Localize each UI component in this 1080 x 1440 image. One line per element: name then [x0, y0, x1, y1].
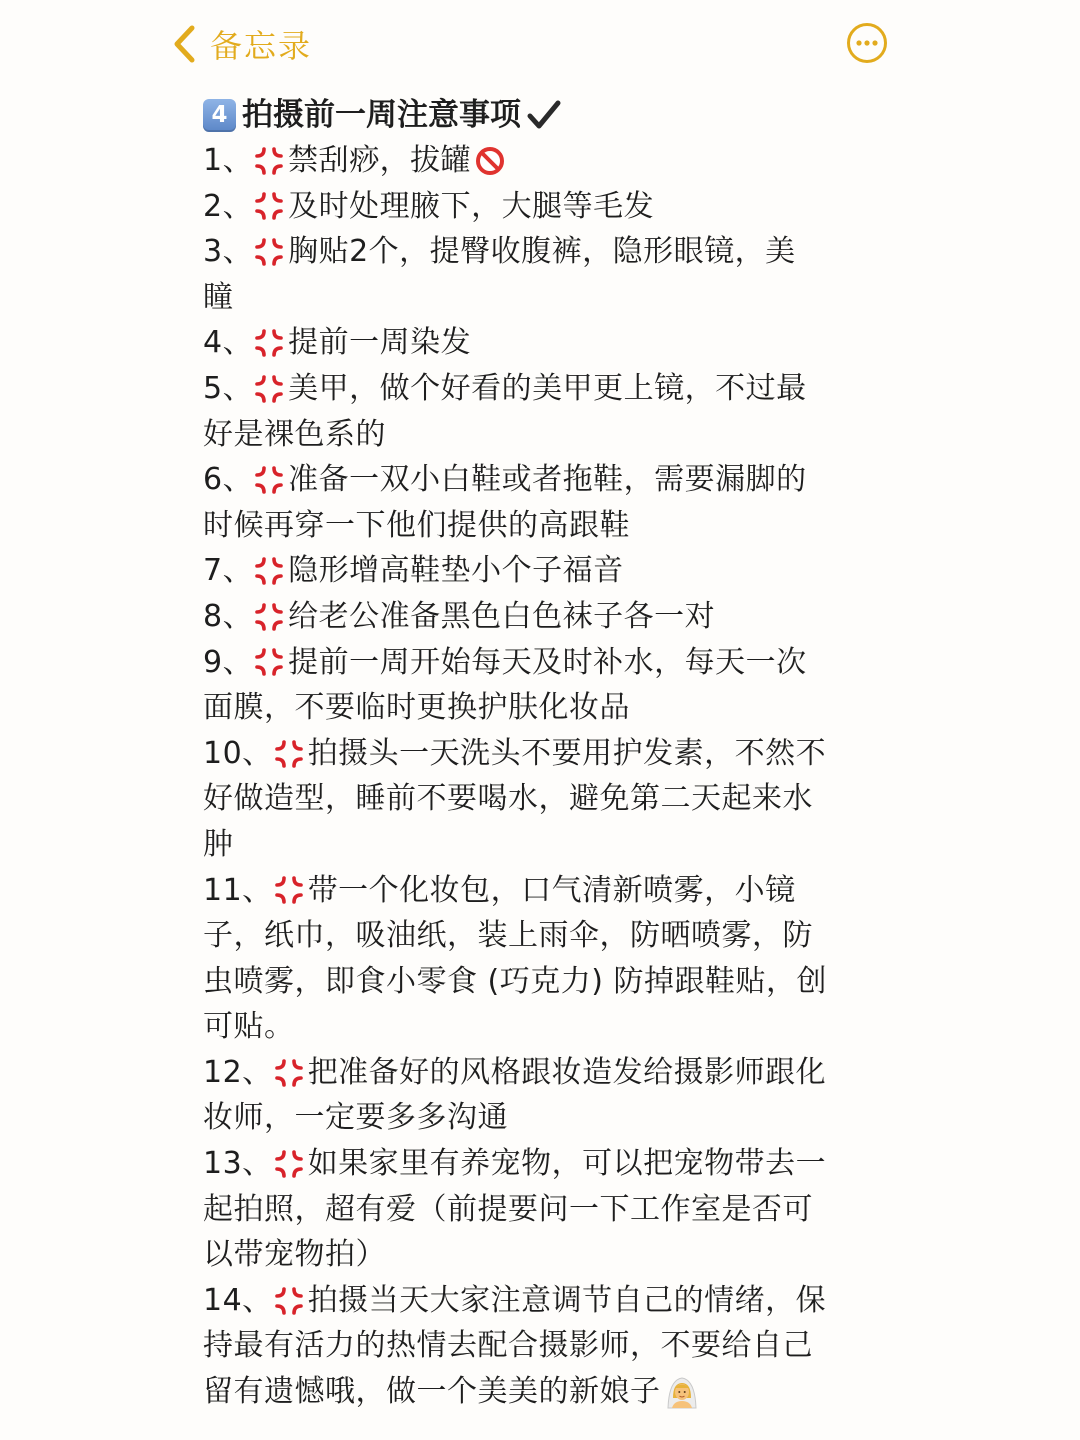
navigation-bar [0, 0, 1080, 90]
anger-symbol-icon [253, 145, 285, 177]
note-line [203, 868, 868, 914]
item-text: 留有遗憾哦，做一个美美的新娘子 [203, 1374, 661, 1410]
item-number: 13、 [203, 1146, 273, 1182]
anger-symbol-icon [253, 327, 285, 359]
item-text: 起拍照，超有爱（前提要问一下工作室是否可 [203, 1191, 813, 1227]
anger-symbol-icon [273, 1057, 305, 1089]
anger-symbol-icon [253, 464, 285, 496]
item-text: 禁刮痧，拔罐 [288, 143, 472, 178]
note-line [203, 503, 868, 549]
note-line [203, 229, 868, 275]
note-line [203, 1369, 868, 1415]
item-text: 把准备好的风格跟妆造发给摄影师跟化 [307, 1054, 827, 1090]
anger-symbol-icon [253, 646, 285, 678]
item-text: 准备一双小白鞋或者拖鞋，需要漏脚的 [288, 462, 807, 498]
item-number: 5、 [203, 370, 254, 406]
note-line [203, 1323, 868, 1369]
item-text: 以带宠物拍） [203, 1237, 386, 1273]
bride-with-veil-icon [665, 1374, 699, 1410]
note-line [203, 685, 868, 731]
note-line [203, 959, 868, 1005]
item-number: 7、 [203, 553, 254, 589]
item-number: 1、 [203, 143, 254, 178]
anger-symbol-icon [253, 555, 285, 587]
item-text: 提前一周开始每天及时补水，每天一次 [288, 644, 807, 680]
item-number: 4、 [203, 325, 254, 361]
check-mark-icon [527, 99, 561, 131]
item-text: 子，纸巾，吸油纸，装上雨伞，防晒喷雾，防 [203, 918, 813, 954]
note-line [203, 1004, 868, 1050]
note-line [203, 594, 868, 640]
item-number: 14、 [203, 1282, 273, 1318]
note-line [203, 1095, 868, 1141]
item-number: 11、 [203, 872, 273, 908]
note-line [203, 366, 868, 412]
item-number: 6、 [203, 462, 254, 498]
anger-symbol-icon [253, 236, 285, 268]
item-text: 美甲，做个好看的美甲更上镜，不过最 [288, 370, 807, 406]
item-number: 10、 [203, 735, 273, 771]
note-line [203, 640, 868, 686]
item-text: 提前一周染发 [288, 325, 472, 361]
item-text: 好做造型，睡前不要喝水，避免第二天起来水 [203, 781, 813, 817]
back-label: 备忘录 [210, 27, 313, 65]
note-line [203, 184, 868, 230]
anger-symbol-icon [253, 373, 285, 405]
note-lines [203, 138, 868, 1415]
anger-symbol-icon [273, 738, 305, 770]
prohibited-icon [475, 146, 505, 176]
note-line [203, 1141, 868, 1187]
item-text: 胸贴2个，提臀收腹裤，隐形眼镜，美 [288, 234, 796, 270]
note-title [203, 92, 868, 138]
note-line [203, 412, 868, 458]
item-text: 隐形增高鞋垫小个子福音 [288, 553, 624, 589]
note-line [203, 776, 868, 822]
item-text: 面膜，不要临时更换护肤化妆品 [203, 690, 630, 726]
item-number: 3、 [203, 234, 254, 270]
anger-symbol-icon [253, 190, 285, 222]
note-content[interactable] [203, 92, 868, 1415]
note-line [203, 1232, 868, 1278]
more-options-button[interactable] [846, 22, 888, 64]
item-text: 虫喷雾，即食小零食 (巧克力) 防掉跟鞋贴，创 [203, 963, 827, 999]
note-line [203, 457, 868, 503]
note-line [203, 275, 868, 321]
keycap-4-icon: 4 [203, 99, 236, 132]
item-text: 妆师，一定要多多沟通 [203, 1100, 508, 1136]
back-button[interactable] [168, 18, 312, 70]
item-text: 拍摄头一天洗头不要用护发素，不然不 [307, 735, 827, 771]
item-text: 带一个化妆包，口气清新喷雾，小镜 [307, 872, 796, 908]
item-text: 拍摄当天大家注意调节自己的情绪，保 [307, 1282, 827, 1318]
note-line [203, 138, 868, 184]
note-line [203, 1187, 868, 1233]
item-number: 12、 [203, 1054, 273, 1090]
item-text: 肿 [203, 826, 234, 862]
item-number: 2、 [203, 188, 254, 224]
item-text: 好是裸色系的 [203, 416, 386, 452]
ellipsis-circle-icon [846, 22, 888, 64]
item-text: 持最有活力的热情去配合摄影师，不要给自己 [203, 1328, 813, 1364]
item-text: 时候再穿一下他们提供的高跟鞋 [203, 507, 630, 543]
note-line [203, 731, 868, 777]
item-text: 可贴。 [203, 1009, 295, 1045]
chevron-left-icon [168, 22, 202, 66]
note-line [203, 320, 868, 366]
note-line [203, 822, 868, 868]
anger-symbol-icon [273, 1148, 305, 1180]
note-line [203, 913, 868, 959]
item-number: 9、 [203, 644, 254, 680]
item-text: 瞳 [203, 279, 234, 315]
anger-symbol-icon [273, 1285, 305, 1317]
item-text: 给老公准备黑色白色袜子各一对 [288, 598, 716, 634]
item-text: 及时处理腋下，大腿等毛发 [288, 188, 655, 224]
note-line [203, 1050, 868, 1096]
anger-symbol-icon [253, 601, 285, 633]
item-text: 如果家里有养宠物，可以把宠物带去一 [307, 1146, 827, 1182]
note-line [203, 548, 868, 594]
note-title-text: 拍摄前一周注意事项 [242, 97, 521, 133]
anger-symbol-icon [273, 874, 305, 906]
item-number: 8、 [203, 598, 254, 634]
note-line [203, 1278, 868, 1324]
